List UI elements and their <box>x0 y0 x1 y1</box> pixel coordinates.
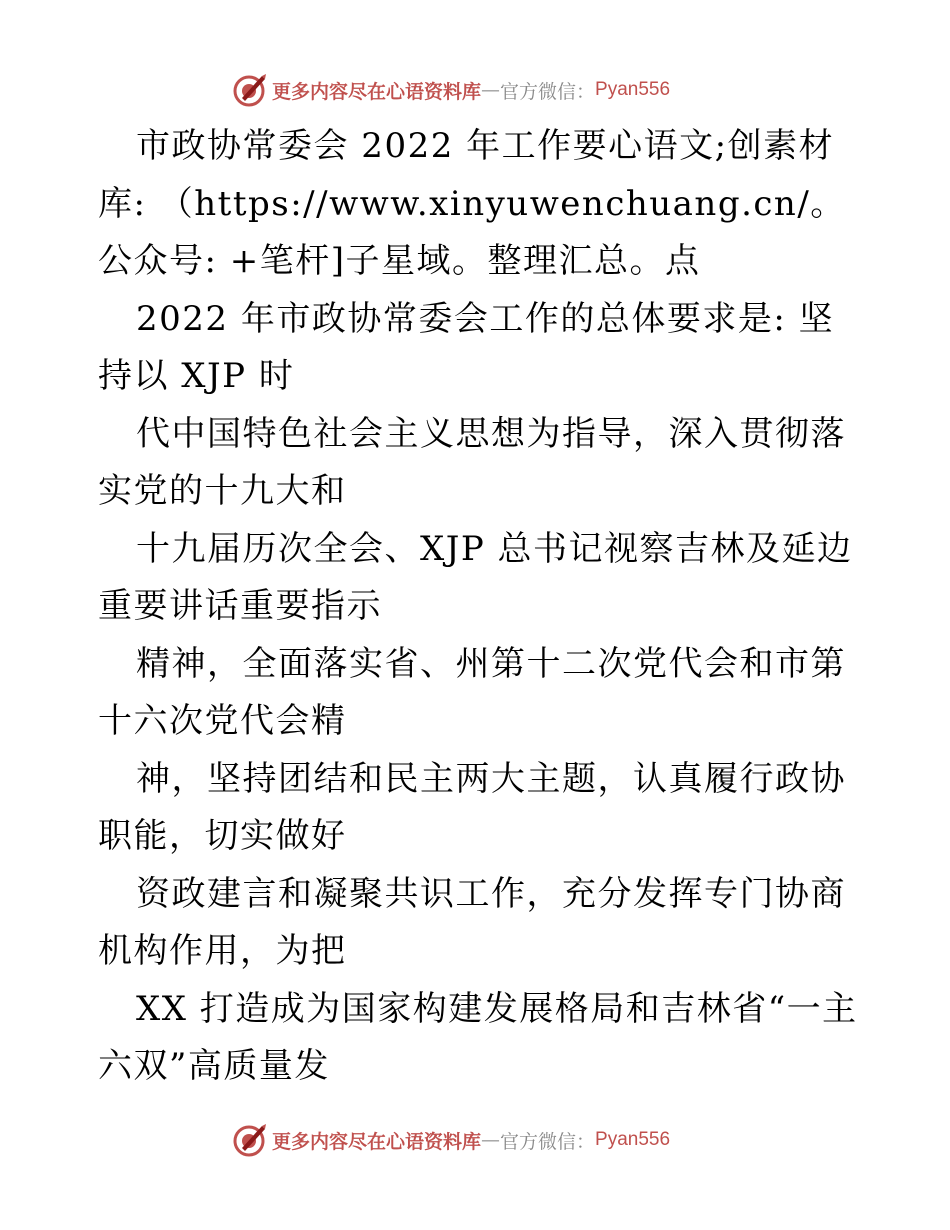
header-banner[interactable] <box>232 70 752 110</box>
banner-separator: — <box>481 1129 501 1151</box>
paragraph: 精神，全面落实省、州第十二次党代会和市第十六次党代会精 <box>98 643 846 741</box>
banner-wechat-label: 官方微信： <box>500 1130 596 1153</box>
banner-wechat-id: Pyan556 <box>595 79 671 100</box>
footer-banner[interactable] <box>232 1120 752 1160</box>
pen-logo-icon <box>232 72 268 108</box>
paragraph: 市政协常委会 2022 年工作要心语文;创素材库: （https://www.xinyuwenchuang.cn/。公众号: +笔杆]子星域。整理汇总。点 <box>98 126 846 281</box>
banner-main-text: 更多内容尽在心语资料库 <box>272 80 482 103</box>
pen-logo-icon <box>232 1122 268 1158</box>
banner-wechat-label: 官方微信： <box>500 80 596 103</box>
paragraph: 神，坚持团结和民主两大主题，认真履行政协职能，切实做好 <box>98 758 846 856</box>
paragraph: 十九届历次全会、XJP 总书记视察吉林及延边重要讲话重要指示 <box>98 528 853 626</box>
banner-wechat-id: Pyan556 <box>595 1129 671 1150</box>
paragraph: 代中国特色社会主义思想为指导，深入贯彻落实党的十九大和 <box>98 413 846 511</box>
document-body <box>98 118 858 1096</box>
paragraph: 资政建言和凝聚共识工作，充分发挥专门协商机构作用，为把 <box>98 873 846 971</box>
banner-main-text: 更多内容尽在心语资料库 <box>272 1130 482 1153</box>
banner-separator: — <box>481 79 501 101</box>
paragraph: XX 打造成为国家构建发展格局和吉林省“一主六双”高质量发 <box>98 988 858 1086</box>
paragraph: 2022 年市政协常委会工作的总体要求是: 坚持以 XJP 时 <box>98 298 835 396</box>
